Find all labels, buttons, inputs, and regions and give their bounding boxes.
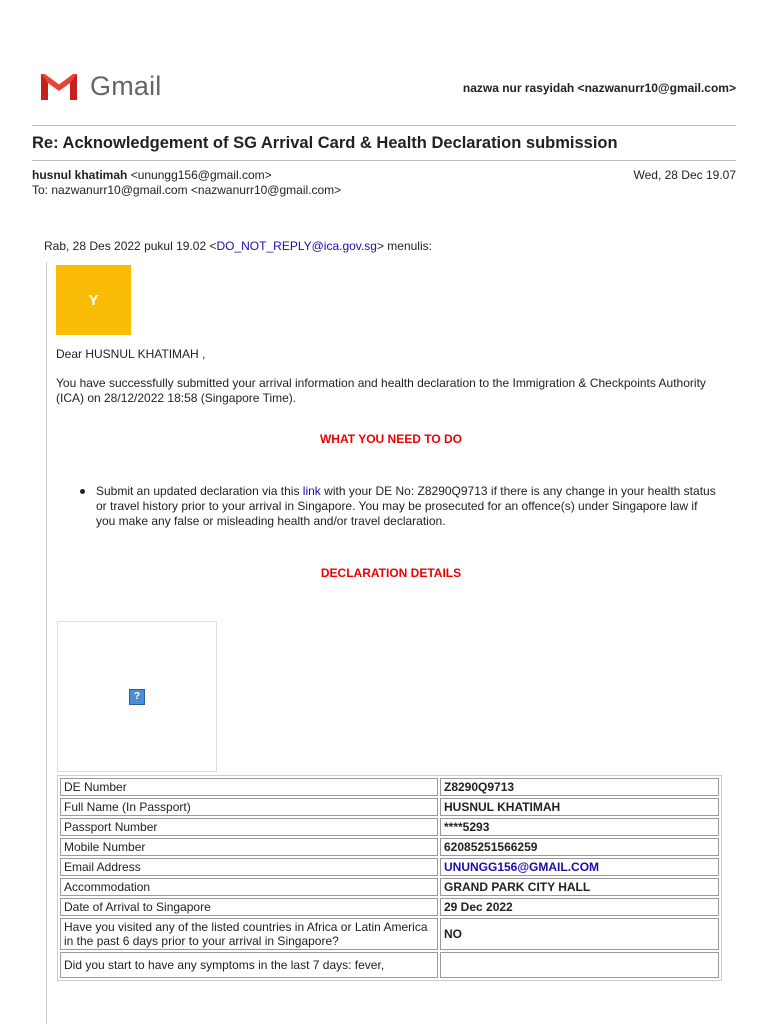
table-row <box>60 878 719 896</box>
gmail-header <box>38 70 736 104</box>
divider <box>32 125 736 126</box>
sender-email: <unungg156@gmail.com> <box>130 168 272 182</box>
row-label: DE Number <box>60 778 438 796</box>
table-row <box>60 778 719 796</box>
quote-intro-suffix: > menulis: <box>376 239 432 253</box>
broken-image-icon: ? <box>129 689 145 705</box>
row-value: 29 Dec 2022 <box>440 898 719 916</box>
row-label: Mobile Number <box>60 838 438 856</box>
row-label: Full Name (In Passport) <box>60 798 438 816</box>
row-value <box>440 952 719 978</box>
table-row <box>60 818 719 836</box>
table-row <box>60 952 719 978</box>
recipient: To: nazwanurr10@gmail.com <nazwanurr10@gmail.com> <box>32 183 342 197</box>
sender-avatar: Y <box>56 265 131 335</box>
greeting: Dear HUSNUL KHATIMAH , <box>56 347 206 361</box>
table-row <box>60 858 719 876</box>
quote-bar <box>46 262 47 1024</box>
sender-email-link[interactable]: DO_NOT_REPLY@ica.gov.sg <box>216 239 377 253</box>
divider <box>32 160 736 161</box>
quote-intro-prefix: Rab, 28 Des 2022 pukul 19.02 < <box>44 239 217 253</box>
row-value: Z8290Q9713 <box>440 778 719 796</box>
row-label: Did you start to have any symptoms in the last 7 days: fever, <box>60 952 438 978</box>
row-value: GRAND PARK CITY HALL <box>440 878 719 896</box>
sender-name: husnul khatimah <box>32 168 128 182</box>
details-heading: DECLARATION DETAILS <box>320 566 462 580</box>
declaration-link[interactable]: link <box>302 484 321 498</box>
broken-image <box>57 621 217 772</box>
table-row <box>60 898 719 916</box>
row-label: Passport Number <box>60 818 438 836</box>
row-value: 62085251566259 <box>440 838 719 856</box>
bullet-icon <box>80 489 85 494</box>
table-row <box>60 798 719 816</box>
row-value: NO <box>440 918 719 950</box>
row-value: HUSNUL KHATIMAH <box>440 798 719 816</box>
email-value-link[interactable]: UNUNGG156@GMAIL.COM <box>440 858 719 876</box>
row-label: Date of Arrival to Singapore <box>60 898 438 916</box>
row-label: Email Address <box>60 858 438 876</box>
row-value: ****5293 <box>440 818 719 836</box>
gmail-m-icon <box>38 70 80 102</box>
bullet-suffix: with your DE No: Z8290Q9713 if there is any change in your health status or travel history prior to your arrival in Singapore. You may be prosecuted for an offence(s) under Singapore law if you make any false or misleading health and/or travel declaration. <box>96 484 716 528</box>
account-name: nazwa nur rasyidah <nazwanurr10@gmail.com> <box>462 81 736 95</box>
declaration-table <box>57 775 722 981</box>
body-paragraph: You have successfully submitted your arrival information and health declaration to the Immigration & Checkpoints Authority (ICA) on 28/12/2022 18:58 (Singapore Time). <box>56 376 706 405</box>
row-label: Have you visited any of the listed countries in Africa or Latin America in the past 6 days prior to your arrival in Singapore? <box>60 918 438 950</box>
sender <box>32 168 272 182</box>
email-subject: Re: Acknowledgement of SG Arrival Card & Health Declaration submission <box>32 134 618 152</box>
todo-heading: WHAT YOU NEED TO DO <box>319 432 462 446</box>
quote-intro <box>44 239 432 253</box>
gmail-logo-text: Gmail <box>90 70 162 101</box>
todo-bullet <box>96 484 716 529</box>
table-row <box>60 918 719 950</box>
email-date: Wed, 28 Dec 19.07 <box>633 168 736 182</box>
table-row <box>60 838 719 856</box>
row-label: Accommodation <box>60 878 438 896</box>
bullet-prefix: Submit an updated declaration via this <box>96 484 303 498</box>
gmail-logo <box>38 70 162 102</box>
